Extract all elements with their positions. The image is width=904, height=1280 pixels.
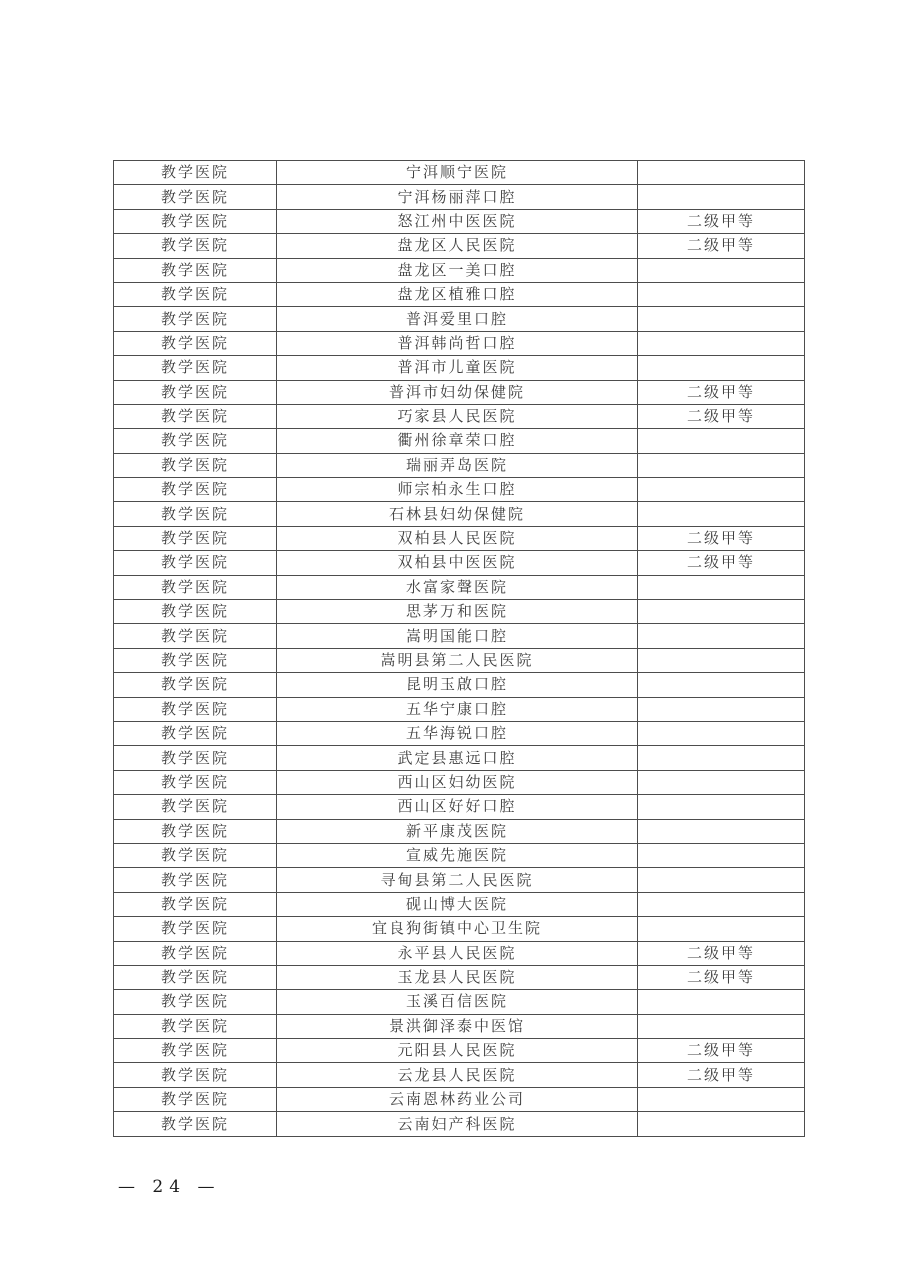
institution-type-cell: 教学医院 xyxy=(114,331,277,355)
hospital-name-cell: 盘龙区人民医院 xyxy=(277,234,638,258)
hospital-name-cell: 西山区妇幼医院 xyxy=(277,770,638,794)
institution-type-cell: 教学医院 xyxy=(114,526,277,550)
grade-cell xyxy=(638,502,805,526)
table-row xyxy=(114,624,805,648)
grade-cell xyxy=(638,746,805,770)
table-row xyxy=(114,453,805,477)
institution-type-cell: 教学医院 xyxy=(114,234,277,258)
hospital-name-cell: 宁洱杨丽萍口腔 xyxy=(277,185,638,209)
grade-cell xyxy=(638,185,805,209)
grade-cell xyxy=(638,453,805,477)
institution-type-cell: 教学医院 xyxy=(114,770,277,794)
hospital-name-cell: 寻甸县第二人民医院 xyxy=(277,868,638,892)
institution-type-cell: 教学医院 xyxy=(114,429,277,453)
institution-type-cell: 教学医院 xyxy=(114,185,277,209)
grade-cell xyxy=(638,770,805,794)
institution-type-cell: 教学医院 xyxy=(114,819,277,843)
grade-cell xyxy=(638,843,805,867)
grade-cell xyxy=(638,795,805,819)
institution-type-cell: 教学医院 xyxy=(114,965,277,989)
institution-type-cell: 教学医院 xyxy=(114,161,277,185)
table-row xyxy=(114,941,805,965)
grade-cell xyxy=(638,673,805,697)
institution-type-cell: 教学医院 xyxy=(114,990,277,1014)
table-row xyxy=(114,282,805,306)
grade-cell: 二级甲等 xyxy=(638,380,805,404)
hospital-name-cell: 普洱市妇幼保健院 xyxy=(277,380,638,404)
hospital-name-cell: 元阳县人民医院 xyxy=(277,1039,638,1063)
hospital-name-cell: 宜良狗街镇中心卫生院 xyxy=(277,917,638,941)
grade-cell xyxy=(638,697,805,721)
table-row xyxy=(114,502,805,526)
grade-cell xyxy=(638,990,805,1014)
grade-cell: 二级甲等 xyxy=(638,209,805,233)
table-row xyxy=(114,380,805,404)
table-row xyxy=(114,746,805,770)
table-row xyxy=(114,648,805,672)
institution-type-cell: 教学医院 xyxy=(114,258,277,282)
grade-cell: 二级甲等 xyxy=(638,1039,805,1063)
hospital-name-cell: 五华宁康口腔 xyxy=(277,697,638,721)
institution-type-cell: 教学医院 xyxy=(114,1087,277,1111)
table-row xyxy=(114,526,805,550)
grade-cell: 二级甲等 xyxy=(638,941,805,965)
table-row xyxy=(114,551,805,575)
institution-type-cell: 教学医院 xyxy=(114,380,277,404)
grade-cell xyxy=(638,819,805,843)
grade-cell xyxy=(638,429,805,453)
institution-type-cell: 教学医院 xyxy=(114,648,277,672)
hospital-name-cell: 师宗柏永生口腔 xyxy=(277,478,638,502)
hospital-name-cell: 盘龙区植雅口腔 xyxy=(277,282,638,306)
hospital-name-cell: 嵩明县第二人民医院 xyxy=(277,648,638,672)
table-row xyxy=(114,965,805,989)
table-row xyxy=(114,990,805,1014)
hospital-name-cell: 石林县妇幼保健院 xyxy=(277,502,638,526)
hospital-name-cell: 昆明玉啟口腔 xyxy=(277,673,638,697)
grade-cell: 二级甲等 xyxy=(638,551,805,575)
hospital-name-cell: 砚山博大医院 xyxy=(277,892,638,916)
hospital-name-cell: 云南恩林药业公司 xyxy=(277,1087,638,1111)
table-row xyxy=(114,429,805,453)
grade-cell: 二级甲等 xyxy=(638,965,805,989)
grade-cell: 二级甲等 xyxy=(638,234,805,258)
grade-cell xyxy=(638,575,805,599)
hospital-name-cell: 普洱爱里口腔 xyxy=(277,307,638,331)
institution-type-cell: 教学医院 xyxy=(114,1039,277,1063)
institution-type-cell: 教学医院 xyxy=(114,795,277,819)
institution-type-cell: 教学医院 xyxy=(114,1112,277,1137)
hospital-name-cell: 普洱韩尚哲口腔 xyxy=(277,331,638,355)
table-row xyxy=(114,697,805,721)
hospital-name-cell: 水富家聲医院 xyxy=(277,575,638,599)
institution-type-cell: 教学医院 xyxy=(114,673,277,697)
table-row xyxy=(114,1112,805,1137)
grade-cell: 二级甲等 xyxy=(638,404,805,428)
institution-type-cell: 教学医院 xyxy=(114,1063,277,1087)
grade-cell xyxy=(638,1014,805,1038)
hospital-table-body xyxy=(114,161,805,1137)
hospital-name-cell: 怒江州中医医院 xyxy=(277,209,638,233)
table-row xyxy=(114,234,805,258)
grade-cell xyxy=(638,600,805,624)
table-row xyxy=(114,331,805,355)
grade-cell xyxy=(638,307,805,331)
grade-cell xyxy=(638,161,805,185)
hospital-name-cell: 五华海锐口腔 xyxy=(277,721,638,745)
institution-type-cell: 教学医院 xyxy=(114,941,277,965)
table-row xyxy=(114,1087,805,1111)
hospital-name-cell: 云南妇产科医院 xyxy=(277,1112,638,1137)
hospital-name-cell: 普洱市儿童医院 xyxy=(277,356,638,380)
hospital-name-cell: 双柏县中医医院 xyxy=(277,551,638,575)
grade-cell: 二级甲等 xyxy=(638,1063,805,1087)
table-row xyxy=(114,575,805,599)
table-row xyxy=(114,1014,805,1038)
institution-type-cell: 教学医院 xyxy=(114,209,277,233)
table-row xyxy=(114,917,805,941)
institution-type-cell: 教学医院 xyxy=(114,404,277,428)
hospital-name-cell: 衢州徐章荣口腔 xyxy=(277,429,638,453)
table-row xyxy=(114,356,805,380)
grade-cell: 二级甲等 xyxy=(638,526,805,550)
table-row xyxy=(114,795,805,819)
institution-type-cell: 教学医院 xyxy=(114,697,277,721)
hospital-name-cell: 瑞丽弄岛医院 xyxy=(277,453,638,477)
institution-type-cell: 教学医院 xyxy=(114,282,277,306)
table-row xyxy=(114,1063,805,1087)
hospital-name-cell: 永平县人民医院 xyxy=(277,941,638,965)
grade-cell xyxy=(638,721,805,745)
institution-type-cell: 教学医院 xyxy=(114,1014,277,1038)
institution-type-cell: 教学医院 xyxy=(114,843,277,867)
grade-cell xyxy=(638,331,805,355)
institution-type-cell: 教学医院 xyxy=(114,721,277,745)
table-row xyxy=(114,843,805,867)
grade-cell xyxy=(638,892,805,916)
institution-type-cell: 教学医院 xyxy=(114,746,277,770)
hospital-name-cell: 思茅万和医院 xyxy=(277,600,638,624)
institution-type-cell: 教学医院 xyxy=(114,356,277,380)
institution-type-cell: 教学医院 xyxy=(114,502,277,526)
table-row xyxy=(114,404,805,428)
hospital-name-cell: 玉龙县人民医院 xyxy=(277,965,638,989)
hospital-name-cell: 武定县惠远口腔 xyxy=(277,746,638,770)
institution-type-cell: 教学医院 xyxy=(114,868,277,892)
institution-type-cell: 教学医院 xyxy=(114,307,277,331)
institution-type-cell: 教学医院 xyxy=(114,575,277,599)
grade-cell xyxy=(638,868,805,892)
hospital-name-cell: 西山区好好口腔 xyxy=(277,795,638,819)
hospital-name-cell: 盘龙区一美口腔 xyxy=(277,258,638,282)
hospital-name-cell: 宣威先施医院 xyxy=(277,843,638,867)
institution-type-cell: 教学医院 xyxy=(114,892,277,916)
institution-type-cell: 教学医院 xyxy=(114,453,277,477)
hospital-name-cell: 嵩明国能口腔 xyxy=(277,624,638,648)
table-row xyxy=(114,307,805,331)
table-row xyxy=(114,673,805,697)
hospital-name-cell: 新平康茂医院 xyxy=(277,819,638,843)
grade-cell xyxy=(638,1087,805,1111)
institution-type-cell: 教学医院 xyxy=(114,624,277,648)
hospital-table xyxy=(113,160,805,1137)
table-row xyxy=(114,478,805,502)
institution-type-cell: 教学医院 xyxy=(114,917,277,941)
table-row xyxy=(114,1039,805,1063)
grade-cell xyxy=(638,624,805,648)
grade-cell xyxy=(638,356,805,380)
table-row xyxy=(114,819,805,843)
hospital-name-cell: 巧家县人民医院 xyxy=(277,404,638,428)
table-row xyxy=(114,600,805,624)
table-row xyxy=(114,868,805,892)
hospital-name-cell: 玉溪百信医院 xyxy=(277,990,638,1014)
hospital-name-cell: 景洪御泽泰中医馆 xyxy=(277,1014,638,1038)
grade-cell xyxy=(638,917,805,941)
grade-cell xyxy=(638,1112,805,1137)
table-row xyxy=(114,721,805,745)
institution-type-cell: 教学医院 xyxy=(114,551,277,575)
hospital-name-cell: 双柏县人民医院 xyxy=(277,526,638,550)
table-row xyxy=(114,209,805,233)
institution-type-cell: 教学医院 xyxy=(114,600,277,624)
table-row xyxy=(114,161,805,185)
grade-cell xyxy=(638,648,805,672)
page-number: — 24 — xyxy=(118,1177,221,1197)
hospital-name-cell: 宁洱顺宁医院 xyxy=(277,161,638,185)
table-row xyxy=(114,258,805,282)
table-row xyxy=(114,892,805,916)
grade-cell xyxy=(638,282,805,306)
table-row xyxy=(114,770,805,794)
grade-cell xyxy=(638,478,805,502)
hospital-name-cell: 云龙县人民医院 xyxy=(277,1063,638,1087)
institution-type-cell: 教学医院 xyxy=(114,478,277,502)
grade-cell xyxy=(638,258,805,282)
table-row xyxy=(114,185,805,209)
